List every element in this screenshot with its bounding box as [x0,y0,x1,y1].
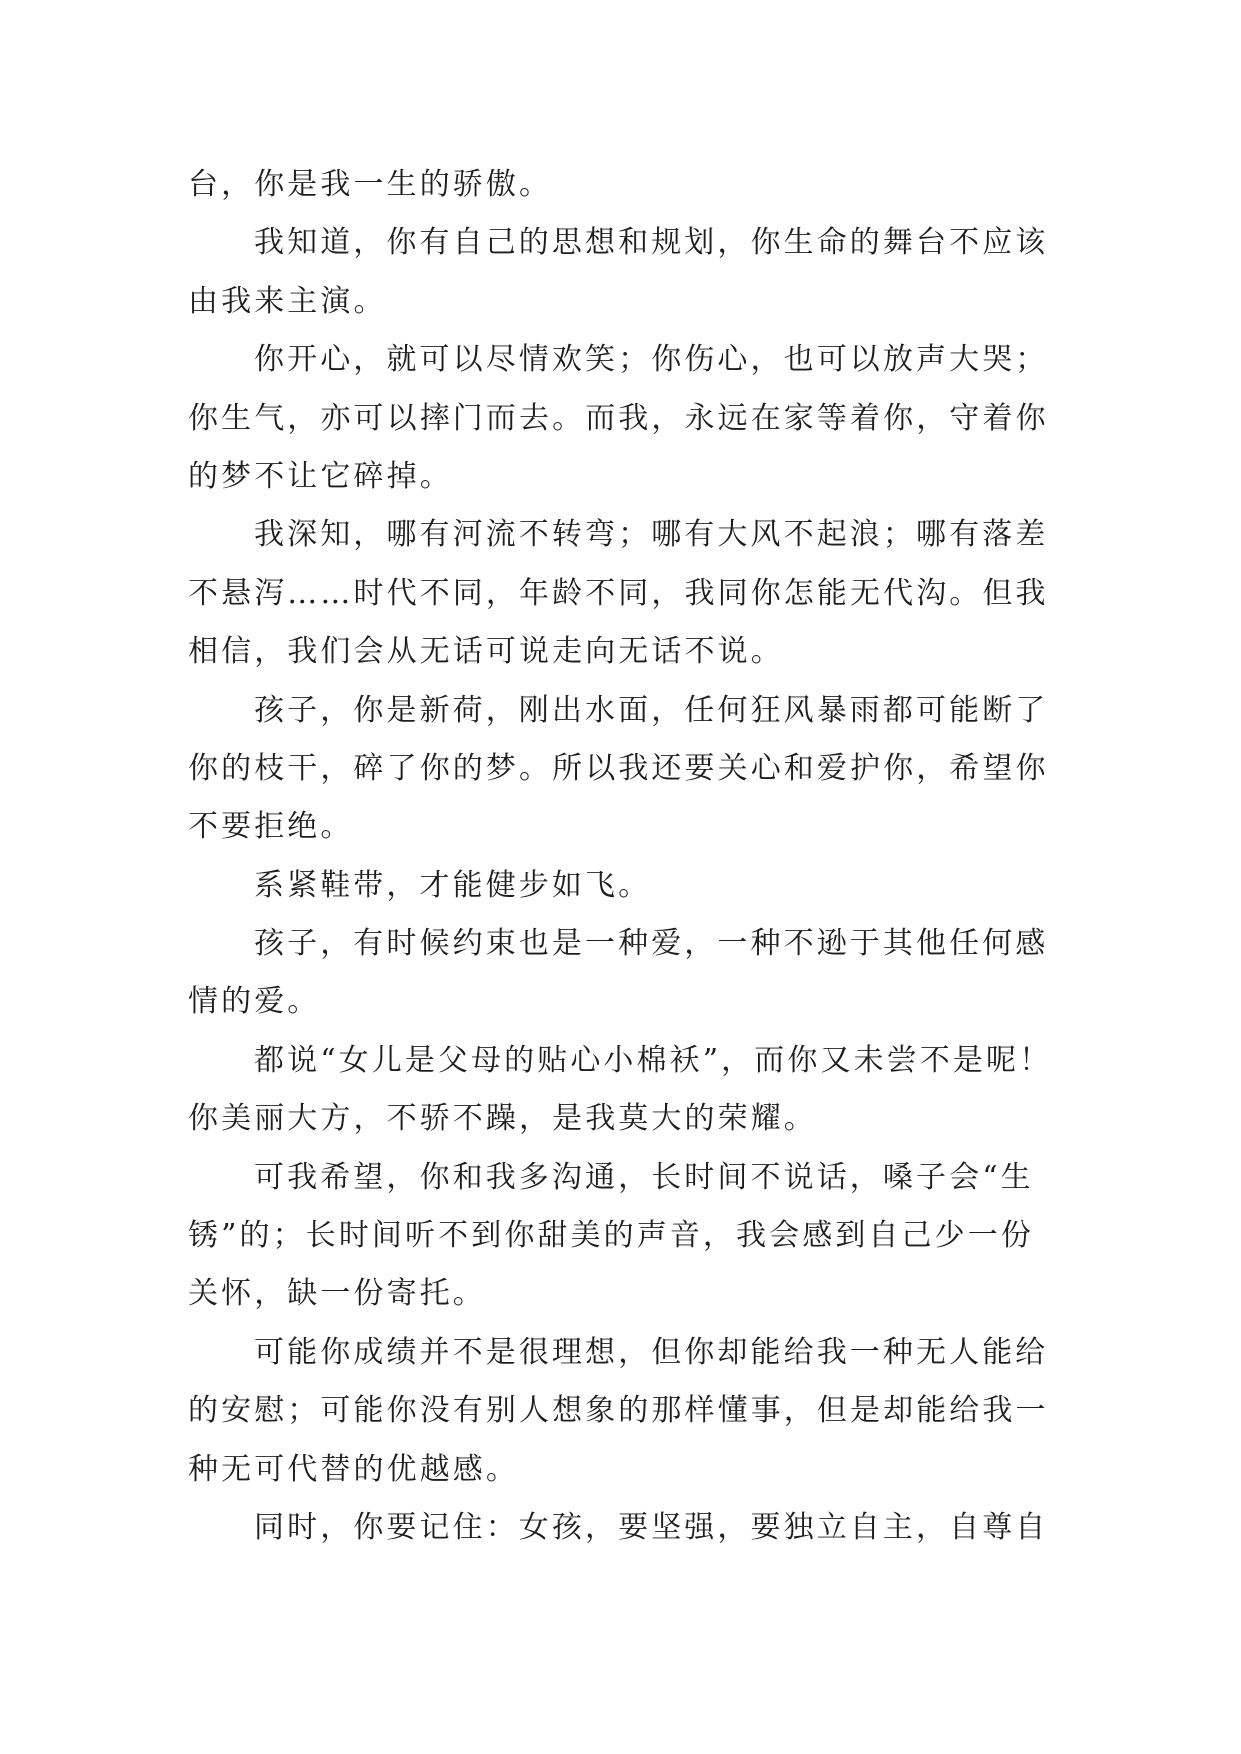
paragraph [188,331,1068,506]
text-line: 可我希望，你和我多沟通，长时间不说话，嗓子会“生 [254,1159,1034,1195]
text-line: 系紧鞋带，才能健步如飞。 [254,867,652,903]
paragraph [188,1324,1068,1499]
text-line: 情的爱。 [188,984,321,1020]
paragraph [188,1032,1068,1149]
text-line: 你美丽大方，不骄不躁，是我莫大的荣耀。 [188,1101,817,1137]
text-line: 孩子，你是新荷，刚出水面，任何狂风暴雨都可能断了 [254,692,1049,728]
text-line: 同时，你要记住：女孩，要坚强，要独立自主，自尊自 [254,1509,1049,1545]
paragraph [188,1499,1068,1557]
text-line: 你生气，亦可以摔门而去。而我，永远在家等着你，守着你 [188,400,1049,436]
text-line: 孩子，有时候约束也是一种爱，一种不逊于其他任何感 [254,926,1049,962]
body-text [188,156,1068,1557]
text-line: 种无可代替的优越感。 [188,1451,519,1487]
paragraph [188,857,1068,915]
text-line: 你开心，就可以尽情欢笑；你伤心，也可以放声大哭； [254,342,1049,378]
text-line: 都说“女儿是父母的贴心小棉袄”，而你又未尝不是呢！ [254,1042,1053,1078]
text-line: 关怀，缺一份寄托。 [188,1276,486,1312]
paragraph [188,156,1068,214]
text-line: 可能你成绩并不是很理想，但你却能给我一种无人能给 [254,1334,1049,1370]
text-line: 的安慰；可能你没有别人想象的那样懂事，但是却能给我一 [188,1393,1049,1429]
text-line: 锈”的；长时间听不到你甜美的声音，我会感到自己少一份 [188,1218,1034,1254]
text-line: 由我来主演。 [188,283,387,319]
paragraph [188,682,1068,857]
text-line: 我深知，哪有河流不转弯；哪有大风不起浪；哪有落差 [254,517,1049,553]
text-line: 不要拒绝。 [188,809,354,845]
paragraph [188,506,1068,681]
text-line: 我知道，你有自己的思想和规划，你生命的舞台不应该 [254,225,1049,261]
text-line: 不悬泻……时代不同，年龄不同，我同你怎能无代沟。但我 [188,575,1049,611]
text-line: 台，你是我一生的骄傲。 [188,167,553,202]
text-line: 的梦不让它碎掉。 [188,458,453,494]
paragraph [188,214,1068,331]
paragraph [188,915,1068,1032]
paragraph [188,1149,1068,1324]
text-line: 相信，我们会从无话可说走向无话不说。 [188,634,784,670]
text-line: 你的枝干，碎了你的梦。所以我还要关心和爱护你，希望你 [188,750,1049,786]
